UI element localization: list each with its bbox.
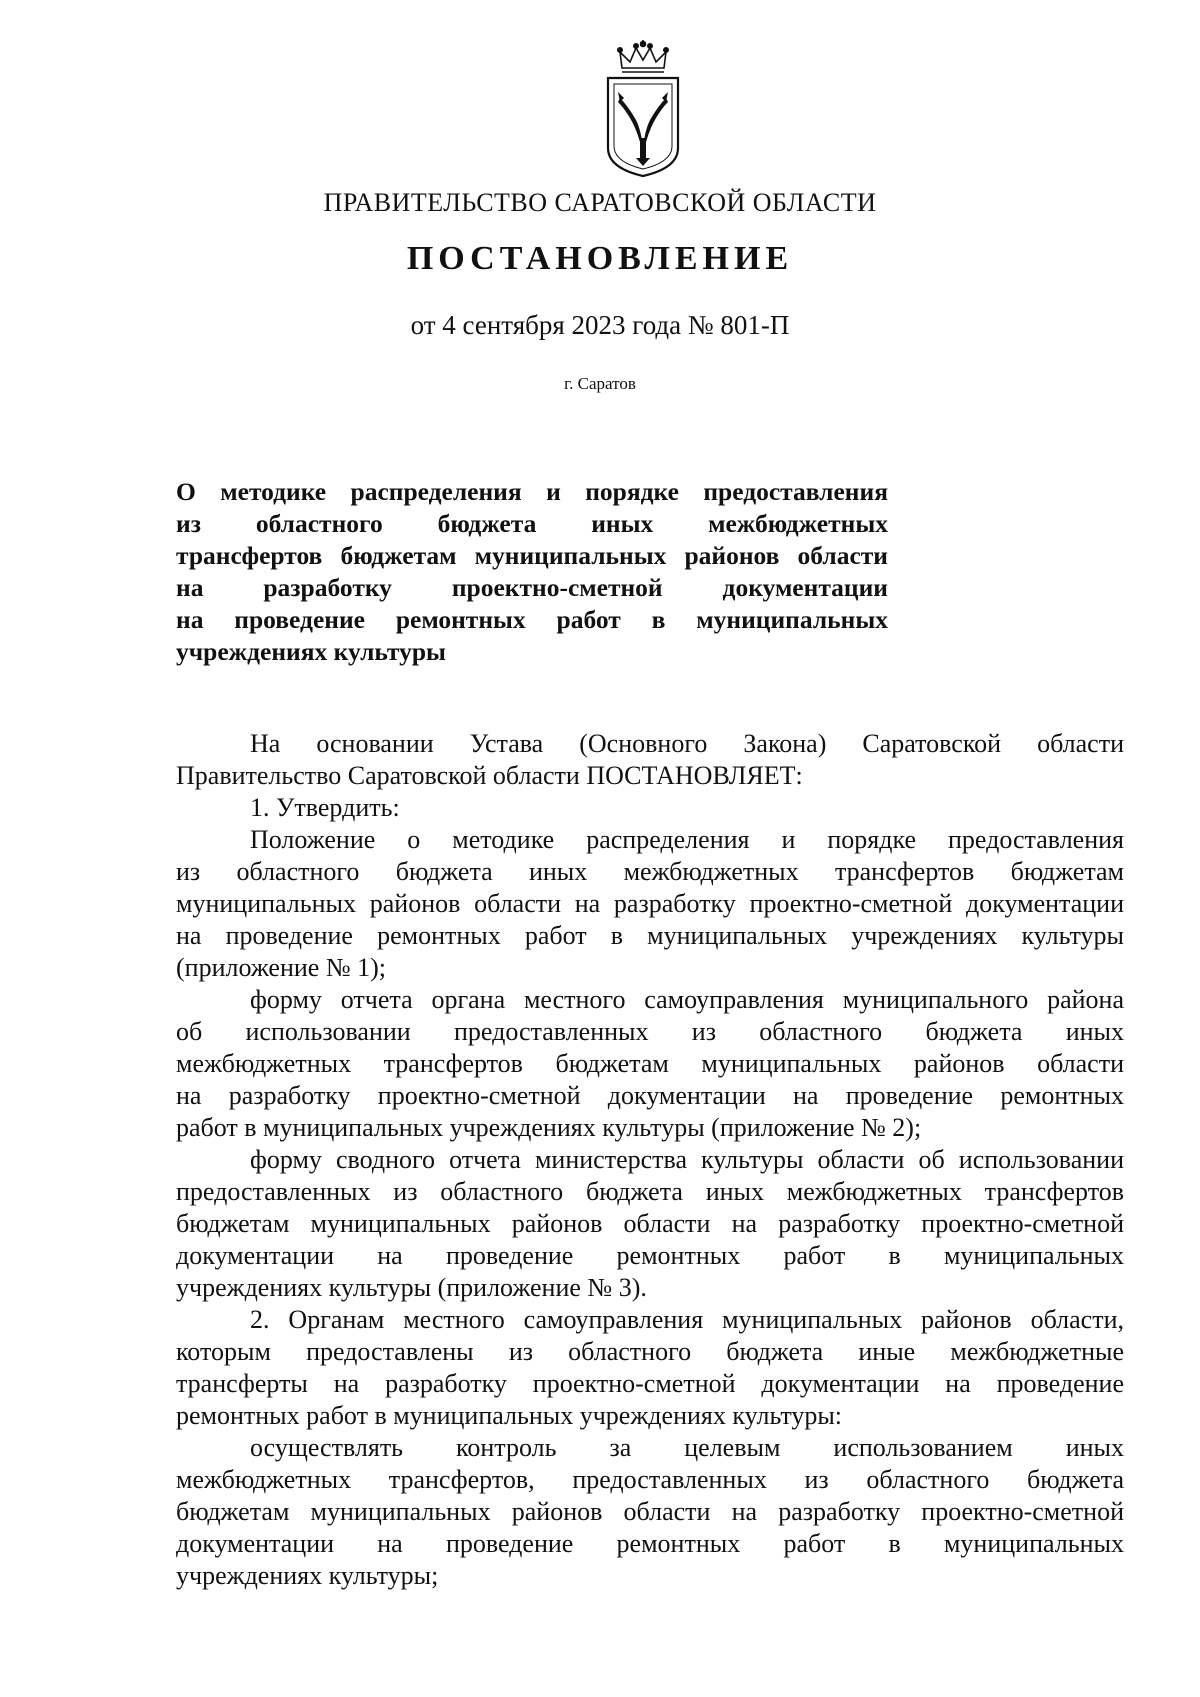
body-line: работ в муниципальных учреждениях культуры (приложение № 2); (176, 1113, 922, 1142)
body-line: документации на проведение ремонтных работ в муниципальных (176, 1241, 1124, 1270)
body-line: из областного бюджета иных межбюджетных трансфертов бюджетам (176, 857, 1124, 886)
body-line: На основании Устава (Основного Закона) Саратовской области (250, 729, 1124, 758)
subject-line: учреждениях культуры (176, 637, 446, 666)
body-line: документации на проведение ремонтных работ в муниципальных (176, 1529, 1124, 1558)
body-line: учреждениях культуры (приложение № 3). (176, 1273, 647, 1302)
body-line: межбюджетных трансфертов, предоставленных из областного бюджета (176, 1465, 1124, 1494)
government-name: ПРАВИТЕЛЬСТВО САРАТОВСКОЙ ОБЛАСТИ (323, 188, 877, 217)
body-line: на проведение ремонтных работ в муниципальных учреждениях культуры (176, 921, 1124, 950)
subject-line: на разработку проектно-сметной документации (176, 573, 888, 602)
body-line: бюджетам муниципальных районов области на разработку проектно-сметной (176, 1209, 1124, 1238)
body-line: 2. Органам местного самоуправления муниципальных районов области, (250, 1305, 1124, 1334)
decree-subject (176, 476, 888, 668)
body-line: 1. Утвердить: (250, 793, 400, 822)
coat-of-arms-icon (598, 40, 688, 180)
document-type-heading: ПОСТАНОВЛЕНИЕ (406, 240, 794, 277)
subject-line: О методике распределения и порядке предоставления (176, 477, 888, 506)
body-line: на разработку проектно-сметной документации на проведение ремонтных (176, 1081, 1124, 1110)
body-line: предоставленных из областного бюджета иных межбюджетных трансфертов (176, 1177, 1124, 1206)
body-line: межбюджетных трансфертов бюджетам муниципальных районов области (176, 1049, 1124, 1078)
body-line: трансферты на разработку проектно-сметной документации на проведение (176, 1369, 1124, 1398)
decree-date-number: от 4 сентября 2023 года № 801-П (410, 310, 790, 340)
body-line: которым предоставлены из областного бюджета иные межбюджетные (176, 1337, 1124, 1366)
decree-body (176, 728, 1124, 1592)
body-line: осуществлять контроль за целевым использованием иных (250, 1433, 1124, 1462)
subject-line: из областного бюджета иных межбюджетных (176, 509, 888, 538)
body-line: форму отчета органа местного самоуправления муниципального района (250, 985, 1124, 1014)
body-line: муниципальных районов области на разработку проектно-сметной документации (176, 889, 1124, 918)
body-line: учреждениях культуры; (176, 1561, 439, 1590)
subject-line: трансфертов бюджетам муниципальных районов области (176, 541, 888, 570)
body-line: (приложение № 1); (176, 953, 387, 982)
decree-city: г. Саратов (564, 374, 636, 393)
subject-line: на проведение ремонтных работ в муниципальных (176, 605, 888, 634)
body-line: Правительство Саратовской области ПОСТАНОВЛЯЕТ: (176, 761, 803, 790)
body-line: об использовании предоставленных из областного бюджета иных (176, 1017, 1124, 1046)
body-line: бюджетам муниципальных районов области на разработку проектно-сметной (176, 1497, 1124, 1526)
body-line: форму сводного отчета министерства культуры области об использовании (250, 1145, 1124, 1174)
body-line: Положение о методике распределения и порядке предоставления (250, 825, 1124, 854)
body-line: ремонтных работ в муниципальных учреждениях культуры: (176, 1401, 843, 1430)
